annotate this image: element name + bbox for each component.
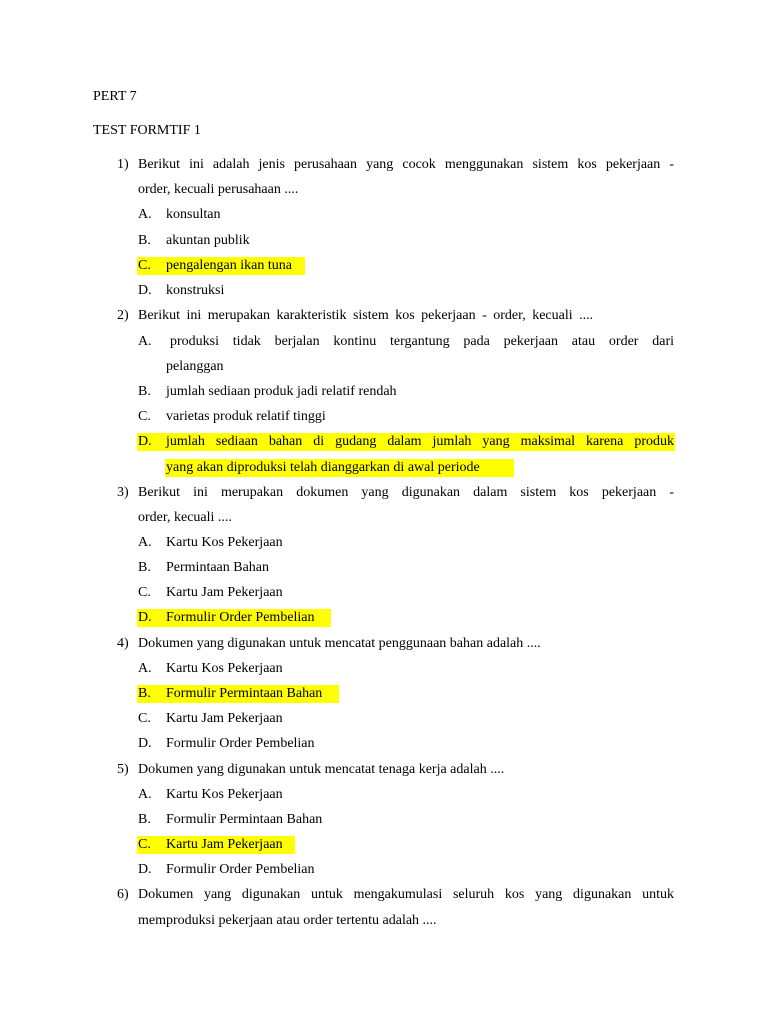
option-text-correct: jumlah sediaan bahan di gudang dalam jumlah yang maksimal karena produk <box>166 434 674 449</box>
question-text: Berikut ini merupakan karakteristik sistem kos pekerjaan - order, kecuali .... <box>138 308 594 323</box>
option-text: konstruksi <box>166 283 225 298</box>
option-text: jumlah sediaan produk jadi relatif rendah <box>166 384 397 399</box>
option-letter: C. <box>138 711 151 726</box>
option-text: produksi tidak berjalan kontinu tergantung pada pekerjaan atau order dari <box>170 334 674 349</box>
question-number: 4) <box>117 636 129 651</box>
question-text-continued: order, kecuali perusahaan .... <box>138 182 299 197</box>
option-letter: A. <box>138 334 152 349</box>
option-text-continued: pelanggan <box>166 359 224 374</box>
question-text: Dokumen yang digunakan untuk mengakumulasi seluruh kos yang digunakan untuk <box>138 887 674 902</box>
option-letter: B. <box>138 560 151 575</box>
question-number: 1) <box>117 157 129 172</box>
option-letter: A. <box>138 207 152 222</box>
option-letter: B. <box>138 384 151 399</box>
option-text-correct: Formulir Permintaan Bahan <box>166 686 323 701</box>
option-text: varietas produk relatif tinggi <box>166 409 326 424</box>
option-text: Kartu Jam Pekerjaan <box>166 711 283 726</box>
option-letter: C. <box>138 258 151 273</box>
option-text: Kartu Jam Pekerjaan <box>166 585 283 600</box>
option-letter: D. <box>138 862 152 877</box>
question-text: Berikut ini adalah jenis perusahaan yang cocok menggunakan sistem kos pekerjaan - <box>138 157 674 172</box>
option-text: Formulir Order Pembelian <box>166 736 315 751</box>
option-letter: A. <box>138 535 152 550</box>
option-letter: A. <box>138 787 152 802</box>
option-letter: C. <box>138 585 151 600</box>
option-text-correct: Formulir Order Pembelian <box>166 610 315 625</box>
option-text: Formulir Order Pembelian <box>166 862 315 877</box>
option-letter: A. <box>138 661 152 676</box>
option-letter: D. <box>138 610 152 625</box>
option-text-continued: yang akan diproduksi telah dianggarkan di awal periode <box>166 460 480 475</box>
question-text: Dokumen yang digunakan untuk mencatat tenaga kerja adalah .... <box>138 762 505 777</box>
question-text-continued: memproduksi pekerjaan atau order tertentu adalah .... <box>138 913 437 928</box>
option-letter: D. <box>138 283 152 298</box>
question-number: 5) <box>117 762 129 777</box>
question-number: 3) <box>117 485 129 500</box>
question-text: Dokumen yang digunakan untuk mencatat penggunaan bahan adalah .... <box>138 636 541 651</box>
option-letter: D. <box>138 434 152 449</box>
option-text: konsultan <box>166 207 221 222</box>
option-letter: D. <box>138 736 152 751</box>
option-text-correct: pengalengan ikan tuna <box>166 258 292 273</box>
option-text: Kartu Kos Pekerjaan <box>166 661 283 676</box>
option-text: akuntan publik <box>166 233 250 248</box>
option-letter: B. <box>138 812 151 827</box>
document-subtitle: TEST FORMTIF 1 <box>93 123 201 138</box>
option-text: Kartu Kos Pekerjaan <box>166 787 283 802</box>
option-letter: B. <box>138 233 151 248</box>
option-text: Permintaan Bahan <box>166 560 270 575</box>
option-text-correct: Kartu Jam Pekerjaan <box>166 837 283 852</box>
option-letter: B. <box>138 686 151 701</box>
option-letter: C. <box>138 409 151 424</box>
option-letter: C. <box>138 837 151 852</box>
question-number: 2) <box>117 308 129 323</box>
document-title: PERT 7 <box>93 89 137 104</box>
option-text: Kartu Kos Pekerjaan <box>166 535 283 550</box>
option-text: Formulir Permintaan Bahan <box>166 812 323 827</box>
question-text: Berikut ini merupakan dokumen yang digunakan dalam sistem kos pekerjaan - <box>138 485 674 500</box>
question-number: 6) <box>117 887 129 902</box>
question-text-continued: order, kecuali .... <box>138 510 232 525</box>
